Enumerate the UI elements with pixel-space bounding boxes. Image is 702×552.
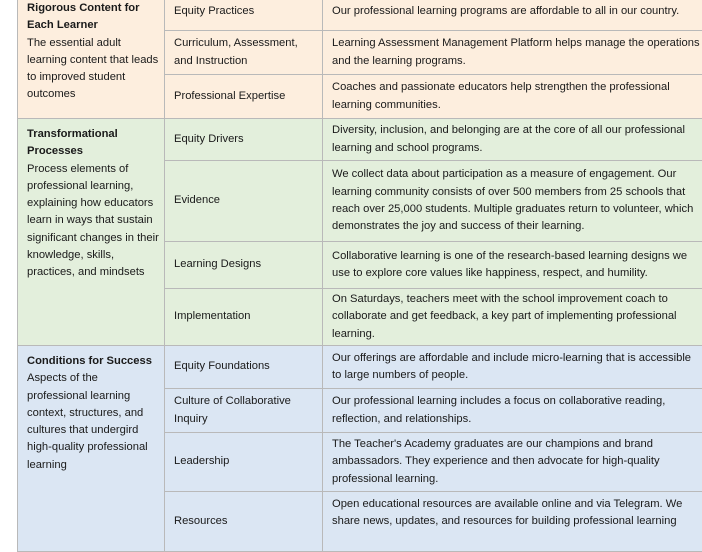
category-title: Rigorous Content for Each Learner [27,0,160,35]
element-description: Learning Assessment Management Platform helps manage the operations and the learning programs. [323,31,702,75]
element-name: Equity Foundations [165,346,323,389]
standards-table [17,0,702,552]
table-row [18,0,702,31]
element-description: The Teacher's Academy graduates are our champions and brand ambassadors. They experience and then advocate for high-quality professional learning. [323,433,702,492]
element-description: Diversity, inclusion, and belonging are at the core of all our professional learning and school programs. [323,119,702,161]
element-name: Evidence [165,161,323,242]
element-name: Leadership [165,433,323,492]
category-cell [18,346,165,552]
element-name: Equity Drivers [165,119,323,161]
element-description: Our professional learning includes a focus on collaborative reading, reflection, and relationships. [323,389,702,433]
element-name: Curriculum, Assessment, and Instruction [165,31,323,75]
table-row [18,119,702,161]
element-name: Equity Practices [165,0,323,31]
element-name: Implementation [165,289,323,346]
element-name: Resources [165,492,323,552]
element-description: On Saturdays, teachers meet with the school improvement coach to collaborate and get feedback, a key part of implementing professional learning. [323,289,702,346]
element-name: Learning Designs [165,242,323,289]
element-description: Collaborative learning is one of the research-based learning designs we use to explore core values like happiness, respect, and humility. [323,242,702,289]
element-name: Culture of Collaborative Inquiry [165,389,323,433]
category-title: Conditions for Success [27,353,160,370]
element-description: Our offerings are affordable and include micro-learning that is accessible to large numbers of people. [323,346,702,389]
category-description: The essential adult learning content that leads to improved student outcomes [27,35,160,104]
category-title: Transformational Processes [27,126,160,161]
category-cell [18,0,165,119]
category-description: Process elements of professional learning, explaining how educators learn in ways that sustain significant changes in their knowledge, skills, practices, and mindsets [27,161,160,282]
element-description: We collect data about participation as a measure of engagement. Our learning community consists of over 500 members from 25 schools that reach over 25,000 students. Multiple graduates return to volunteer, which demonstrates the joy and success of their learning. [323,161,702,242]
element-description: Our professional learning programs are affordable to all in our country. [323,0,702,31]
table-row [18,346,702,389]
element-description: Coaches and passionate educators help strengthen the professional learning communities. [323,75,702,119]
element-description: Open educational resources are available online and via Telegram. We share news, updates, and resources for building professional learning [323,492,702,552]
element-name: Professional Expertise [165,75,323,119]
category-description: Aspects of the professional learning context, structures, and cultures that undergird high-quality professional learning [27,370,160,474]
category-cell [18,119,165,346]
